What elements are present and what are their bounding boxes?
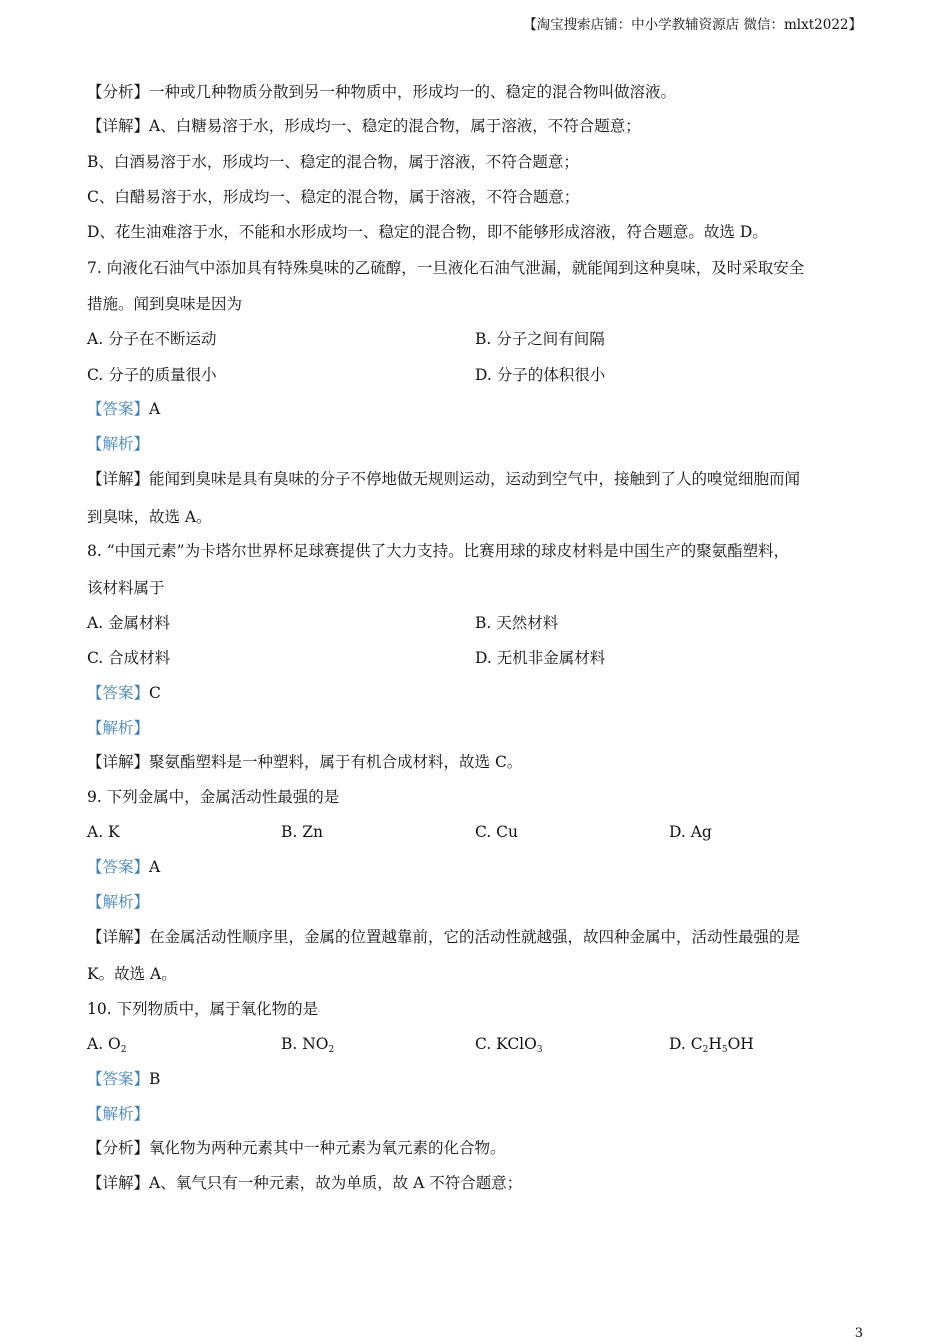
- q9-option-a: A. K: [87, 823, 120, 841]
- q8-detail-1: 【详解】聚氨酯塑料是一种塑料，属于有机合成材料，故选 C。: [87, 753, 523, 771]
- q8-option-a: A. 金属材料: [87, 614, 171, 632]
- q8-options-row-2: [87, 648, 862, 668]
- q9-answer: 【答案】A: [87, 858, 161, 876]
- q10-option-b: B. $NO_2$: [281, 1035, 335, 1055]
- q9-jiexi: 【解析】: [87, 893, 150, 911]
- q6-detail-d: D、花生油难溶于水，不能和水形成均一、稳定的混合物，即不能够形成溶液，符合题意。故选 D。: [87, 223, 768, 241]
- q8-answer: 【答案】C: [87, 684, 161, 702]
- q7-option-b: B. 分子之间有间隔: [475, 330, 605, 348]
- q8-jiexi: 【解析】: [87, 719, 150, 737]
- q9-option-c: C. Cu: [475, 823, 519, 841]
- q10-analysis: 【分析】氧化物为两种元素其中一种元素为氧元素的化合物。: [87, 1139, 506, 1157]
- q10-option-a: A. $O_2$: [87, 1035, 127, 1055]
- q9-option-d: D. Ag: [669, 823, 712, 841]
- q6-analysis: 【分析】一种或几种物质分散到另一种物质中，形成均一的、稳定的混合物叫做溶液。: [87, 83, 677, 101]
- q7-stem-1: 7. 向液化石油气中添加具有特殊臭味的乙硫醇，一旦液化石油气泄漏，就能闻到这种臭味，及时采取安全: [87, 259, 805, 277]
- q10-option-d: D. $C_2H_5OH$: [669, 1035, 754, 1055]
- q7-detail-2: 到臭味，故选 A。: [87, 508, 212, 526]
- q7-detail-1: 【详解】能闻到臭味是具有臭味的分子不停地做无规则运动，运动到空气中，接触到了人的嗅觉细胞而闻: [87, 470, 801, 488]
- q7-option-c: C. 分子的质量很小: [87, 366, 217, 384]
- q9-stem: 9. 下列金属中，金属活动性最强的是: [87, 788, 340, 806]
- q10-stem: 10. 下列物质中，属于氧化物的是: [87, 1000, 319, 1018]
- q7-options-row-2: [87, 365, 862, 385]
- q7-jiexi: 【解析】: [87, 435, 150, 453]
- q8-option-c: C. 合成材料: [87, 649, 171, 667]
- q9-detail-1: 【详解】在金属活动性顺序里，金属的位置越靠前，它的活动性就越强，故四种金属中，活动性最强的是: [87, 928, 801, 946]
- q8-options-row-1: [87, 613, 862, 633]
- q6-detail-c: C、白醋易溶于水，形成均一、稳定的混合物，属于溶液，不符合题意；: [87, 188, 580, 206]
- page-header: 【淘宝搜索店铺：中小学教辅资源店 微信：mlxt2022】: [523, 17, 862, 33]
- q8-option-b: B. 天然材料: [475, 614, 559, 632]
- q8-stem-1: 8. “中国元素”为卡塔尔世界杯足球赛提供了大力支持。比赛用球的球皮材料是中国生产的聚氨酯塑料，: [87, 542, 790, 560]
- q8-option-d: D. 无机非金属材料: [475, 649, 606, 667]
- q10-option-c: C. KClO$_3$: [475, 1035, 543, 1055]
- q8-stem-2: 该材料属于: [87, 579, 165, 597]
- q9-option-b: B. Zn: [281, 823, 323, 841]
- page-number: 3: [854, 1326, 863, 1341]
- q7-stem-2: 措施。闻到臭味是因为: [87, 295, 243, 313]
- q7-option-a: A. 分子在不断运动: [87, 330, 217, 348]
- q6-detail-b: B、白酒易溶于水，形成均一、稳定的混合物，属于溶液，不符合题意；: [87, 153, 579, 171]
- q10-jiexi: 【解析】: [87, 1105, 150, 1123]
- q6-detail-a: 【详解】A、白糖易溶于水，形成均一、稳定的混合物，属于溶液，不符合题意；: [87, 117, 641, 135]
- q10-answer: 【答案】B: [87, 1070, 161, 1088]
- q7-answer: 【答案】A: [87, 400, 161, 418]
- q7-option-d: D. 分子的体积很小: [475, 366, 606, 384]
- q10-detail-a: 【详解】A、氧气只有一种元素，故为单质，故 A 不符合题意；: [87, 1174, 523, 1192]
- q9-detail-2: K。故选 A。: [87, 965, 177, 983]
- q7-options-row-1: [87, 329, 862, 349]
